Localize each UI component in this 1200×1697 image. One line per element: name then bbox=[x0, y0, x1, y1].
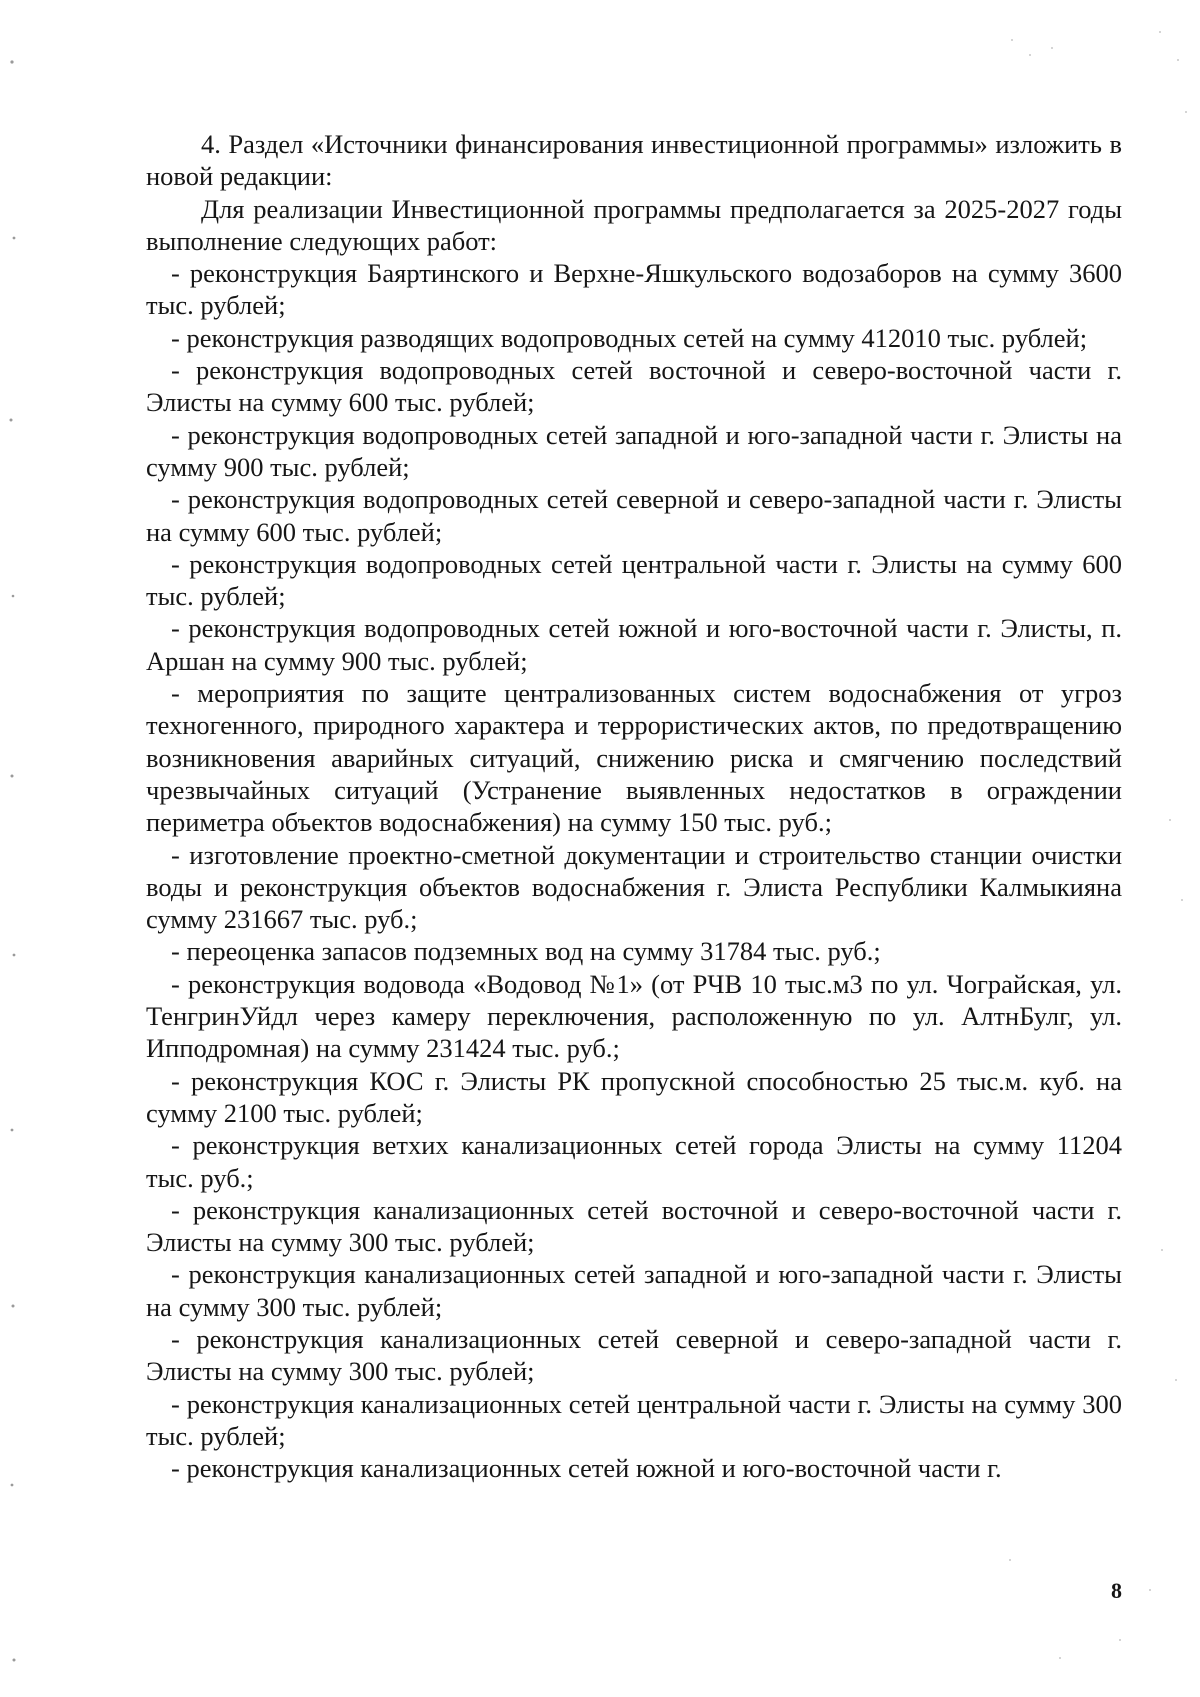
list-item: - реконструкция водовода «Водовод №1» (от РЧВ 10 тыс.м3 по ул. Чограйская, ул. ТенгринУйдл через камеру переключения, расположенную по ул. АлтнБулг, ул. Ипподромная) на сумму 231424 тыс. руб.; bbox=[146, 968, 1122, 1064]
list-item: - реконструкция водопроводных сетей центральной части г. Элисты на сумму 600 тыс. рублей; bbox=[146, 548, 1122, 612]
list-item: - реконструкция канализационных сетей западной и юго-западной части г. Элисты на сумму 300 тыс. рублей; bbox=[146, 1259, 1122, 1322]
list-item: - реконструкция водопроводных сетей южной и юго-восточной части г. Элисты, п. Аршан на сумму 900 тыс. рублей; bbox=[146, 613, 1122, 676]
list-item: - реконструкция ветхих канализационных сетей города Элисты на сумму 11204 тыс. руб.; bbox=[146, 1130, 1122, 1193]
list-item: - переоценка запасов подземных вод на сумму 31784 тыс. руб.; bbox=[171, 936, 881, 967]
list-item: - реконструкция Баяртинского и Верхне-Яшкульского водозаборов на сумму 3600 тыс. рублей; bbox=[146, 258, 1122, 321]
list-item: - реконструкция водопроводных сетей северной и северо-западной части г. Элисты на сумму 600 тыс. рублей; bbox=[146, 484, 1122, 547]
document-body bbox=[146, 128, 1122, 1484]
page-number: 8 bbox=[1111, 1578, 1122, 1603]
list-item: - реконструкция разводящих водопроводных сетей на сумму 412010 тыс. рублей; bbox=[171, 322, 1088, 353]
list-item: - реконструкция водопроводных сетей западной и юго-западной части г. Элисты на сумму 900 тыс. рублей; bbox=[146, 419, 1122, 482]
list-item: - мероприятия по защите централизованных систем водоснабжения от угроз техногенного, природного характера и террористических актов, по предотвращению возникновения аварийных ситуаций, снижению риска и смягчению последствий чрезвычайных ситуаций (Устранение выявленных недостатков в ограждении периметра объектов водоснабжения) на сумму 150 тыс. руб.; bbox=[146, 678, 1122, 838]
list-item: - реконструкция канализационных сетей северной и северо-западной части г. Элисты на сумму 300 тыс. рублей; bbox=[146, 1323, 1122, 1387]
list-item: - реконструкция канализационных сетей восточной и северо-восточной части г. Элисты на сумму 300 тыс. рублей; bbox=[146, 1194, 1122, 1258]
paragraph-section-heading: 4. Раздел «Источники финансирования инвестиционной программы» изложить в новой редакции: bbox=[146, 129, 1122, 192]
list-item: - реконструкция КОС г. Элисты РК пропускной способностью 25 тыс.м. куб. на сумму 2100 тыс. рублей; bbox=[146, 1065, 1122, 1128]
list-item: - реконструкция водопроводных сетей восточной и северо-восточной части г. Элисты на сумму 600 тыс. рублей; bbox=[146, 355, 1122, 418]
list-item: - реконструкция канализационных сетей центральной части г. Элисты на сумму 300 тыс. рублей; bbox=[146, 1388, 1122, 1451]
list-item: - изготовление проектно-сметной документации и строительство станции очистки воды и реконструкция объектов водоснабжения г. Элиста Республики Калмыкияна сумму 231667 тыс. руб.; bbox=[146, 839, 1122, 935]
list-item: - реконструкция канализационных сетей южной и юго-восточной части г. bbox=[171, 1453, 1002, 1484]
paragraph-intro: Для реализации Инвестиционной программы предполагается за 2025-2027 годы выполнение следующих работ: bbox=[146, 193, 1122, 256]
